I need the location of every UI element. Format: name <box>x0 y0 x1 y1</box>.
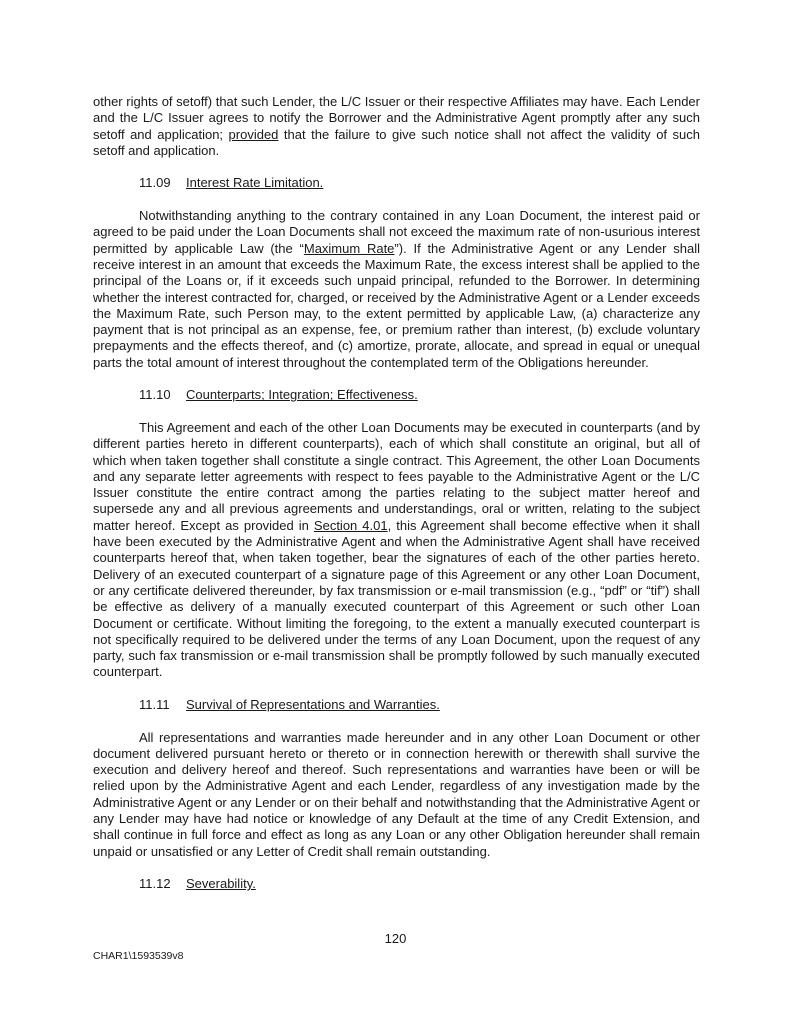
paragraph-text: Notwithstanding anything to the contrary contained in any Loan Document, the interest paid or agreed to be paid under the Loan Documents shall not exceed the maximum rate of non-usurious interest permitted by applicable Law (the “ <box>93 208 700 256</box>
doc-id: CHAR1\1593539v8 <box>93 950 184 962</box>
section-number: 11.10 <box>139 387 171 403</box>
cross-reference-section-4-01: Section 4.01 <box>313 517 388 533</box>
section-heading-11-09 <box>93 175 700 191</box>
section-title: Survival of Representations and Warranties. <box>186 696 440 712</box>
underlined-term-maximum-rate: Maximum Rate <box>303 240 395 256</box>
section-number: 11.12 <box>139 876 171 892</box>
section-heading-11-12 <box>93 876 700 892</box>
section-title: Interest Rate Limitation. <box>186 175 324 191</box>
section-11-11-paragraph <box>93 730 700 860</box>
continuation-paragraph <box>93 94 700 159</box>
section-11-10-paragraph <box>93 420 700 681</box>
section-title: Severability. <box>186 876 256 892</box>
paragraph-text: All representations and warranties made hereunder and in any other Loan Document or other document delivered pursuant hereto or thereto or in connection herewith or therewith shall survive the execution and delivery hereof and thereof. Such representations and warranties have been or will be relied upon by the Administrative Agent and each Lender, regardless of any investigation made by the Administrative Agent or any Lender or on their behalf and notwithstanding that the Administrative Agent or any Lender may have had notice or knowledge of any Default at the time of any Credit Extension, and shall continue in full force and effect as long as any Loan or any other Obligation hereunder shall remain unpaid or unsatisfied or any Letter of Credit shall remain outstanding. <box>93 729 700 859</box>
paragraph-text: , this Agreement shall become effective when it shall have been executed by the Administrative Agent and when the Administrative Agent shall have received counterparts hereof that, when taken together, bear the signatures of each of the other parties hereto. Delivery of an executed counterpart of a signature page of this Agreement or any other Loan Document, or any certificate delivered thereunder, by fax transmission or e-mail transmission (e.g., “pdf” or “tif”) shall be effective as delivery of a manually executed counterpart of this Agreement or such other Loan Document or certificate. Without limiting the foregoing, to the extent a manually executed counterpart is not specifically required to be delivered under the terms of any Loan Document, upon the request of any party, such fax transmission or e-mail transmission shall be promptly followed by such manually executed counterpart. <box>93 517 700 680</box>
paragraph-text: This Agreement and each of the other Loan Documents may be executed in counterparts (and by different parties hereto in different counterparts), each of which shall constitute an original, but all of which when taken together shall constitute a single contract. This Agreement, the other Loan Documents and any separate letter agreements with respect to fees payable to the Administrative Agent or the L/C Issuer constitute the entire contract among the parties relating to the subject matter hereof and supersede any and all previous agreements and understandings, oral or written, relating to the subject matter hereof. Except as provided in <box>93 419 700 533</box>
section-number: 11.09 <box>139 175 171 191</box>
section-title: Counterparts; Integration; Effectiveness. <box>186 387 418 403</box>
section-11-09-paragraph <box>93 208 700 371</box>
page-number: 120 <box>384 931 407 946</box>
underlined-term-provided: provided <box>228 126 279 142</box>
section-heading-11-10 <box>93 387 700 403</box>
section-heading-11-11 <box>93 697 700 713</box>
document-body <box>93 94 700 909</box>
paragraph-text: other rights of setoff) that such Lender, the L/C Issuer or their respective Affiliates may have. Each Lender and the L/C Issuer agrees to notify the Borrower and the Administrative Agent promptly after any such setoff and application; <box>93 94 700 142</box>
section-number: 11.11 <box>139 696 170 712</box>
paragraph-text: ”). If the Administrative Agent or any Lender shall receive interest in an amount that exceeds the Maximum Rate, the excess interest shall be applied to the principal of the Loans or, if it exceeds such unpaid principal, refunded to the Borrower. In determining whether the interest contracted for, charged, or received by the Administrative Agent or a Lender exceeds the Maximum Rate, such Person may, to the extent permitted by applicable Law, (a) characterize any payment that is not principal as an expense, fee, or premium rather than interest, (b) exclude voluntary prepayments and the effects thereof, and (c) amortize, prorate, allocate, and spread in equal or unequal parts the total amount of interest throughout the contemplated term of the Obligations hereunder. <box>93 240 700 370</box>
paragraph-text: that the failure to give such notice shall not affect the validity of such setoff and application. <box>93 126 701 158</box>
